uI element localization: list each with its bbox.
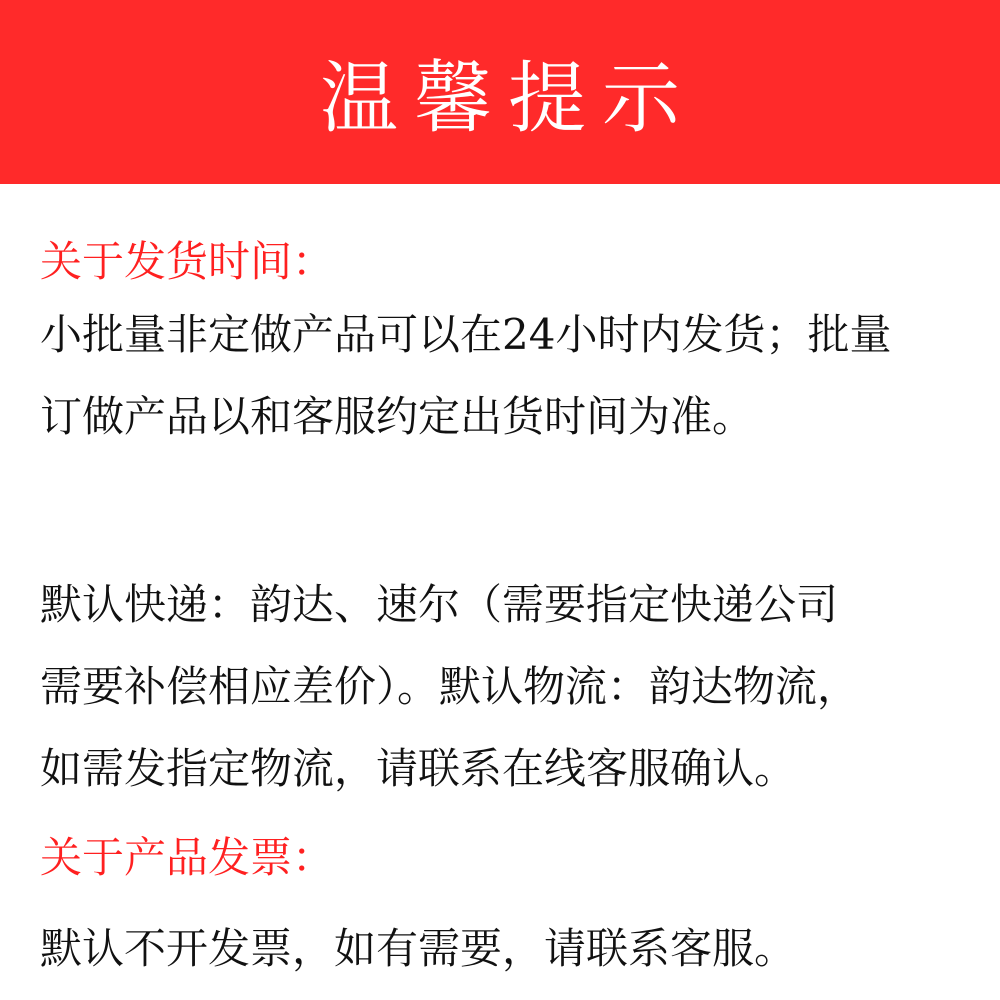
shipping-time-text [40,294,970,458]
shipping-time-line-1: 小批量非定做产品可以在24小时内发货；批量 [40,310,892,359]
shipping-time-line-2: 订做产品以和客服约定出货时间为准。 [40,392,755,441]
page-title: 温馨提示 [319,54,696,144]
invoice-text [40,908,970,990]
courier-line-3: 如需发指定物流，请联系在线客服确认。 [40,744,797,793]
invoice-heading: 关于产品发票： [40,833,335,882]
invoice-line-1: 默认不开发票，如有需要，请联系客服。 [40,924,797,973]
courier-line-2: 需要补偿相应差价）。默认物流：韵达物流， [40,662,860,711]
header-banner [0,0,1000,184]
courier-text [40,564,970,810]
shipping-time-heading: 关于发货时间： [40,237,335,286]
notice-content [40,230,970,990]
courier-line-1: 默认快递：韵达、速尔（需要指定快递公司 [40,580,839,629]
